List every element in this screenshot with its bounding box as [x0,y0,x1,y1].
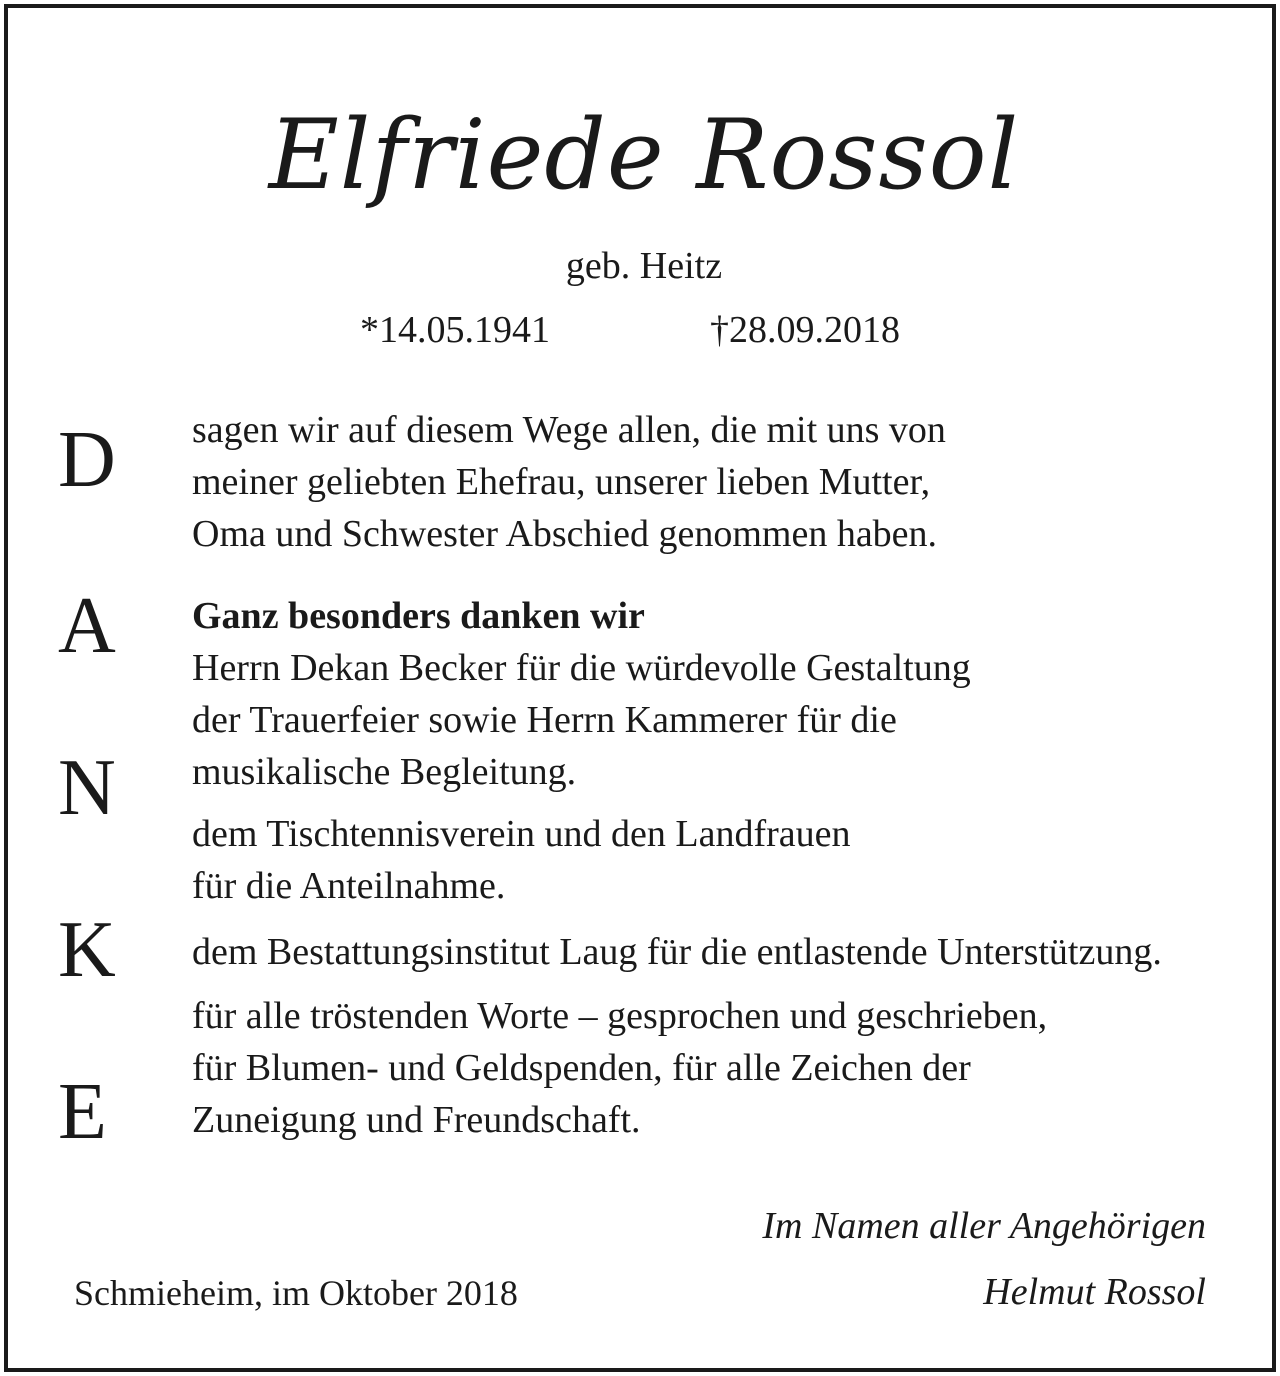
text-line: meiner geliebten Ehefrau, unserer lieben Mutter, [192,461,931,503]
place-date: Schmieheim, im Oktober 2018 [74,1273,518,1313]
closing-line: Im Namen aller Angehörigen [762,1205,1206,1247]
text-line: Herrn Dekan Becker für die würdevolle Gestaltung [192,647,971,689]
text-line: Oma und Schwester Abschied genommen haben. [192,513,938,555]
text-line: dem Tischtennisverein und den Landfrauen [192,813,851,855]
maiden-name: geb. Heitz [565,245,723,287]
text-line: für alle tröstenden Worte – gesprochen und geschrieben, [192,995,1048,1037]
text-line: dem Bestattungsinstitut Laug für die entlastende Unterstützung. [192,931,1162,973]
deceased-name: Elfriede Rossol [268,99,1020,211]
text-line: der Trauerfeier sowie Herrn Kammerer für die [192,699,897,741]
text-line: musikalische Begleitung. [192,751,577,793]
text-line: Zuneigung und Freundschaft. [192,1099,641,1141]
death-date: †28.09.2018 [710,309,900,351]
notice-frame [4,4,1276,1372]
special-thanks-heading: Ganz besonders danken wir [192,595,645,637]
danke-letter-e: E [58,1068,107,1156]
paragraph-thanks-all [192,404,946,560]
text-line: für Blumen- und Geldspenden, für alle Zeichen der [192,1047,971,1089]
paragraph-special-thanks [192,590,971,798]
danke-letter-a: A [58,582,116,670]
paragraph-funeral-home [192,926,1162,978]
paragraph-clubs [192,808,851,912]
danke-letter-n: N [58,744,116,832]
danke-letter-d: D [58,416,116,504]
danke-letter-k: K [58,906,116,994]
signature: Helmut Rossol [983,1271,1206,1313]
text-line: sagen wir auf diesem Wege allen, die mit uns von [192,409,946,451]
paragraph-condolences [192,990,1047,1146]
text-line: für die Anteilnahme. [192,865,506,907]
birth-date: *14.05.1941 [360,309,550,351]
